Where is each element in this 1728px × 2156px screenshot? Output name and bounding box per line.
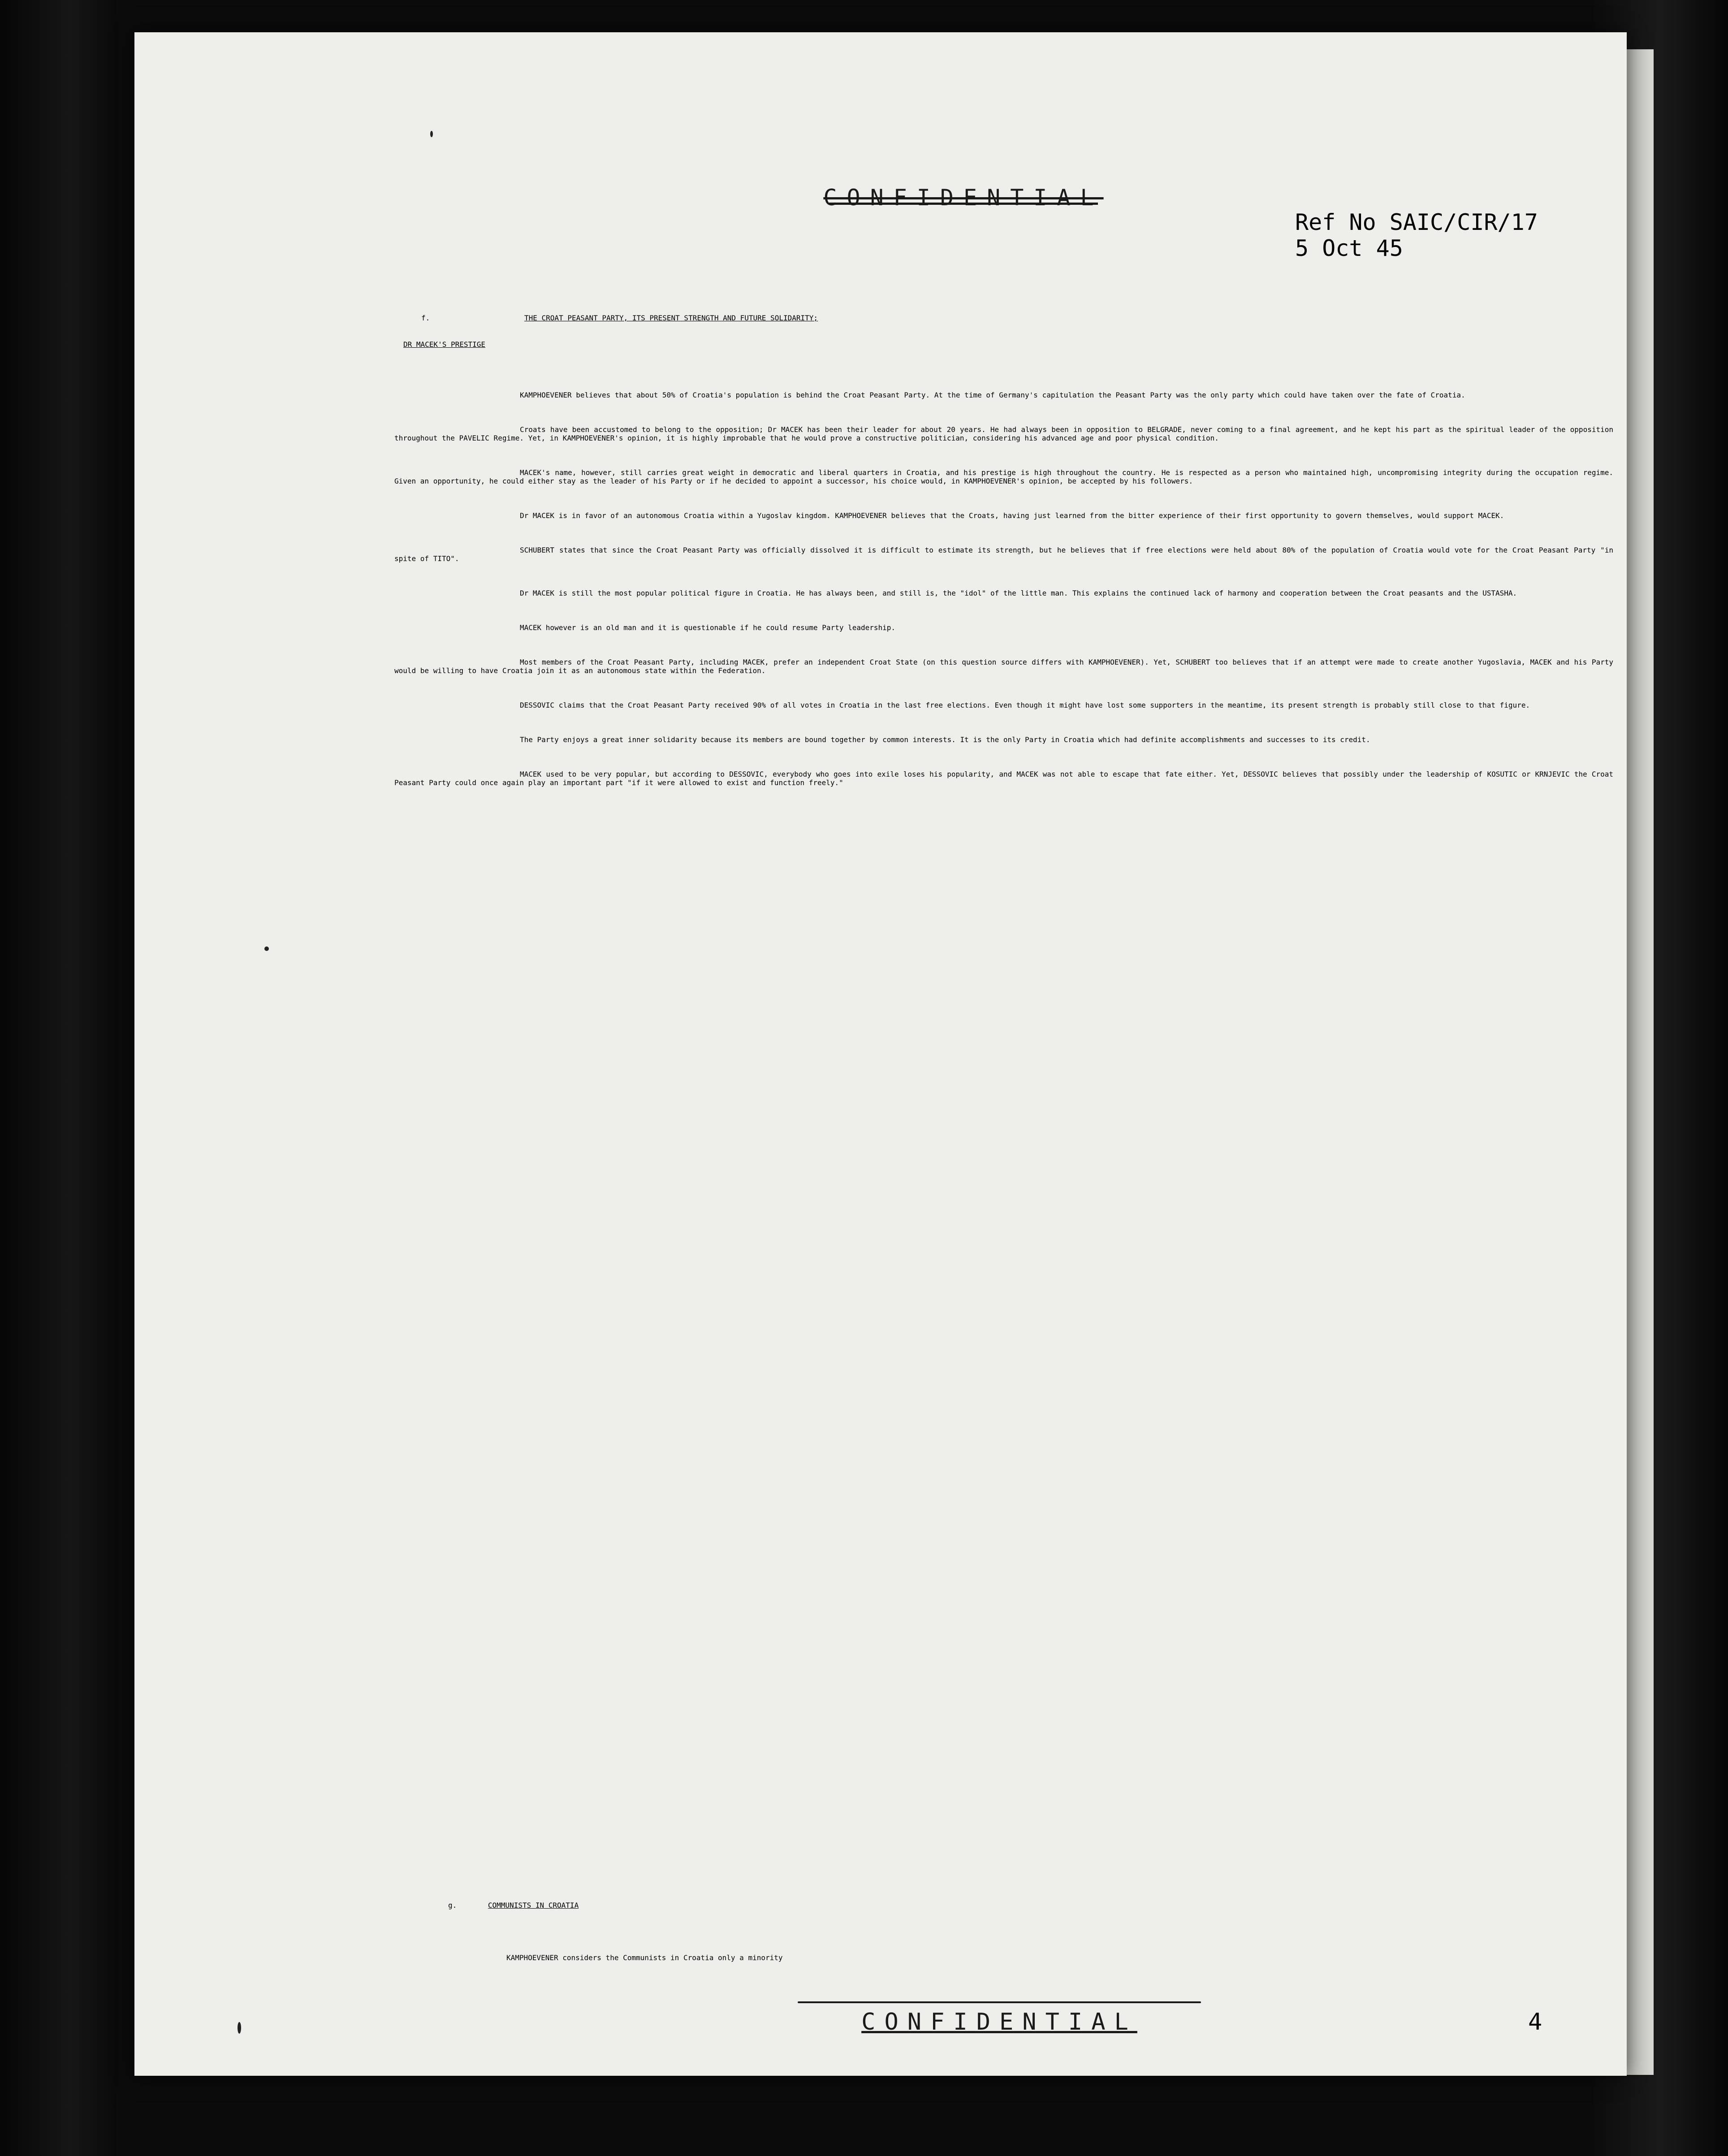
section-g-first-line: KAMPHOEVENER considers the Communists in Croatia only a minority [506,1953,783,1962]
paragraph-9: DESSOVIC claims that the Croat Peasant Party received 90% of all votes in Croatia in the last free elections. Even though it might have lost some supporters in the meantime, its present strength is probably still close to that figure. [520,701,1530,709]
section-f-letter: f. [421,314,430,322]
paragraph-1: KAMPHOEVENER believes that about 50% of Croatia's population is behind the Croat Peasant Party. At the time of Germany's capitulation the Peasant Party was the only party which could have taken over the fate of Croatia. [520,391,1465,399]
paragraph-6: Dr MACEK is still the most popular political figure in Croatia. He has always been, and still is, the "idol" of the little man. This explains the continued lack of harmony and cooperation between the Croat peasants and the USTASHA. [520,589,1517,597]
document-date: 5 Oct 45 [1295,235,1403,261]
section-f-title-line1: THE CROAT PEASANT PARTY, ITS PRESENT STRENGTH AND FUTURE SOLIDARITY; [524,314,818,322]
section-g-heading [448,1901,579,1910]
section-g-letter: g. [448,1901,457,1910]
document-page [134,32,1627,2076]
paragraph-2: Croats have been accustomed to belong to the opposition; Dr MACEK has been their leader for about 20 years. He had always been in opposition to BELGRADE, never coming to a final agreement, and he kept his part as the spiritual leader of the opposition throughout the PAVELIC Regime. Yet, in KAMPHOEVENER's opinion, it is highly improbable that he would prove a constructive politician, considering his advanced age and poor physical condition. [394,425,1613,442]
section-f-title-line2: DR MACEK'S PRESTIGE [403,340,486,349]
section-g-title: COMMUNISTS IN CROATIA [488,1901,579,1910]
paragraph-10: The Party enjoys a great inner solidarity because its members are bound together by common interests. It is the only Party in Croatia which had definite accomplishments and successes to its credit. [520,735,1370,744]
film-edge-left [0,0,117,2156]
footer-classification-stamp: CONFIDENTIAL [798,2009,1201,2035]
film-speck [238,2022,241,2034]
film-speck [264,946,269,951]
paragraph-7: MACEK however is an old man and it is questionable if he could resume Party leadership. [520,623,896,632]
paragraph-3: MACEK's name, however, still carries great weight in democratic and liberal quarters in Croatia, and his prestige is high throughout the country. He is respected as a person who maintained high, uncompromising integrity during the occupation regime. Given an opportunity, he could either stay as the leader of his Party or if he decided to appoint a successor, his choice would, in KAMPHOEVENER's opinion, be accepted by his followers. [394,468,1613,485]
paragraph-4: Dr MACEK is in favor of an autonomous Croatia within a Yugoslav kingdom. KAMPHOEVENER believes that the Croats, having just learned from the bitter experience of their first opportunity to govern themselves, would support MACEK. [520,511,1504,520]
paragraph-11: MACEK used to be very popular, but according to DESSOVIC, everybody who goes into exile loses his popularity, and MACEK was not able to escape that fate either. Yet, DESSOVIC believes that possibly under the leadership of KOSUTIC or KRNJEVIC the Croat Peasant Party could once again play an important part "if it were allowed to exist and function freely." [394,770,1613,787]
reference-number: Ref No SAIC/CIR/17 [1295,209,1538,235]
film-speck [430,131,433,137]
body-text [394,391,1613,813]
reference-block [1295,209,1609,261]
header-classification-stamp: CONFIDENTIAL [695,185,1232,211]
page-number: 4 [1528,2009,1542,2035]
paragraph-8: Most members of the Croat Peasant Party, including MACEK, prefer an independent Croat State (on this question source differs with KAMPHOEVENER). Yet, SCHUBERT too believes that if an attempt were made to create another Yugoslavia, MACEK and his Party would be willing to have Croatia join it as an autonomous state within the Federation. [394,658,1613,675]
paragraph-5: SCHUBERT states that since the Croat Peasant Party was officially dissolved it is difficult to estimate its strength, but he believes that if free elections were held about 80% of the population of Croatia would vote for the Croat Peasant Party "in spite of TITO". [394,546,1613,563]
